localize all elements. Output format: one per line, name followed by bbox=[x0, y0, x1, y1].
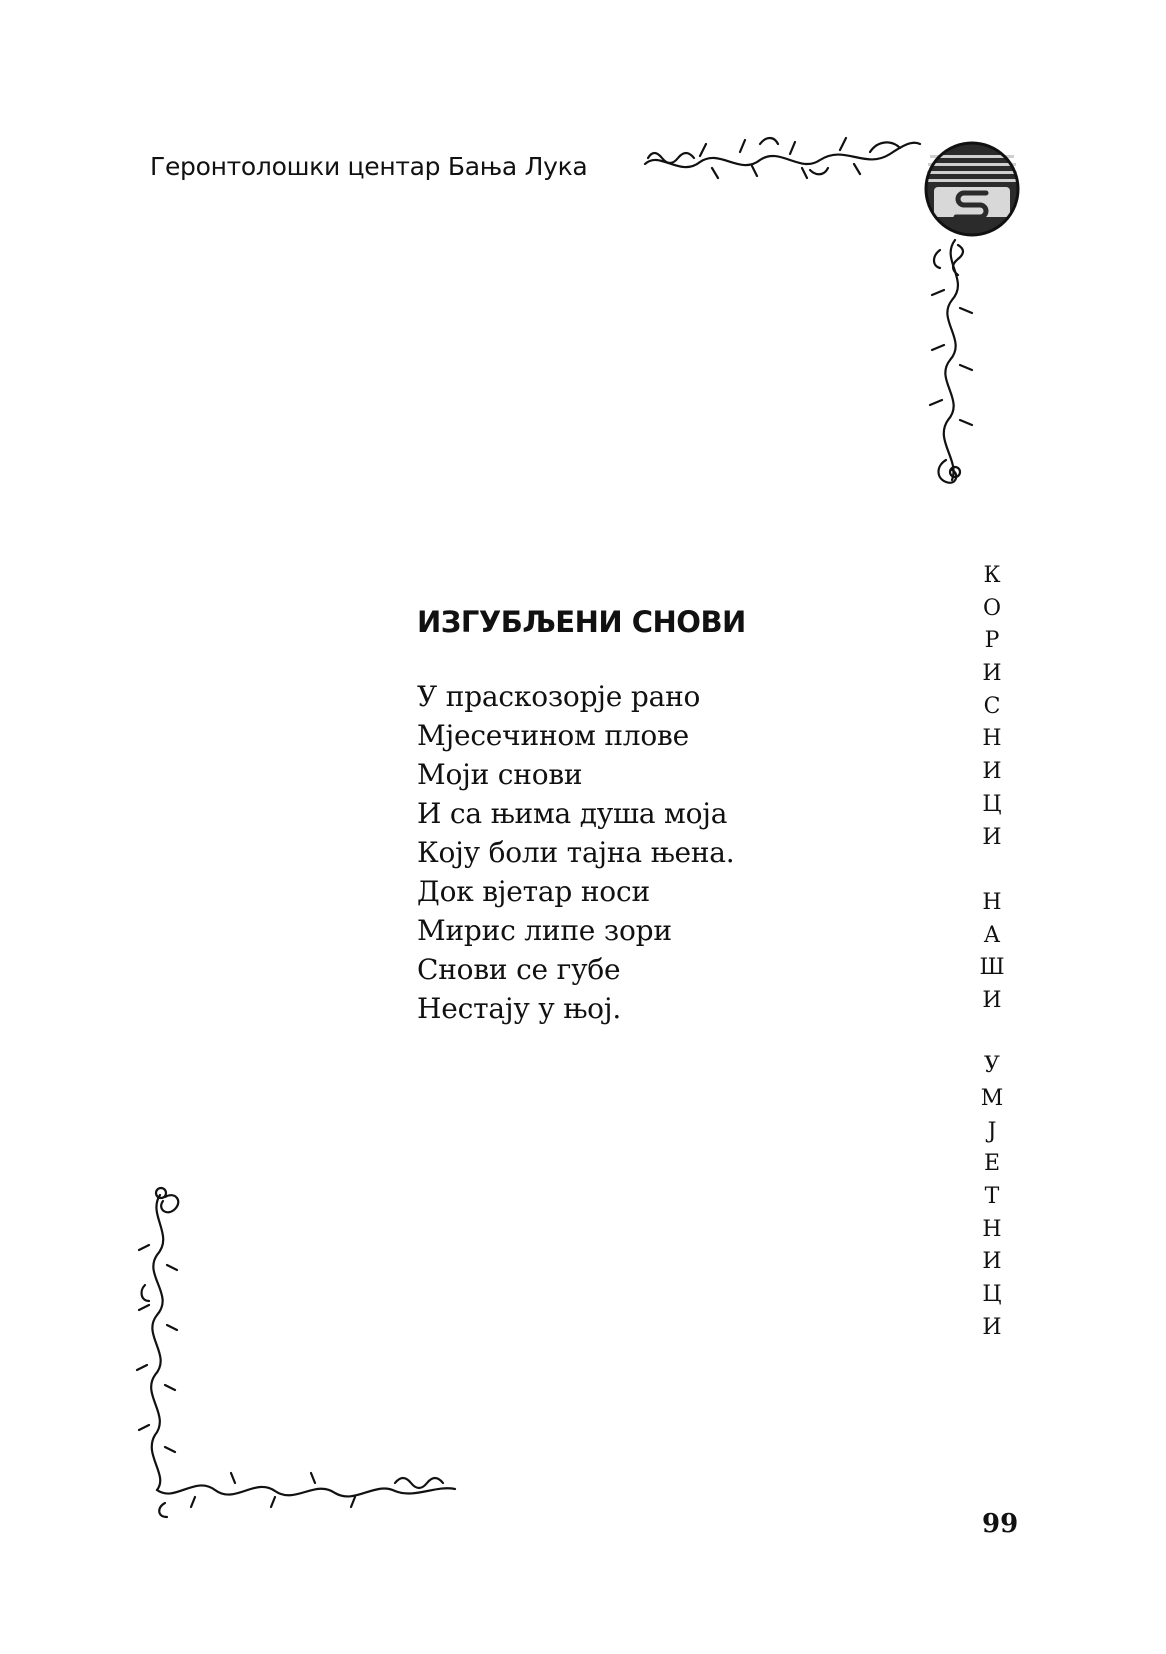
caption-letter: М bbox=[980, 1086, 1004, 1111]
caption-letter: И bbox=[982, 1314, 1002, 1340]
caption-spacer bbox=[972, 854, 1012, 887]
caption-letter: Н bbox=[982, 1216, 1002, 1242]
caption-letter: Н bbox=[982, 726, 1002, 752]
page-number: 99 bbox=[982, 1509, 1019, 1539]
caption-letter: И bbox=[982, 759, 1002, 785]
caption-letter: У bbox=[984, 1053, 1000, 1079]
poem-line: Моји снови bbox=[417, 758, 583, 791]
caption-letter: А bbox=[983, 922, 1001, 948]
poem-title: ИЗГУБЉЕНИ СНОВИ bbox=[417, 605, 746, 639]
poem bbox=[417, 605, 746, 1028]
poem-line: Мирис липе зори bbox=[417, 914, 672, 947]
caption-letter: Е bbox=[983, 1151, 1001, 1177]
caption-letter: Ц bbox=[982, 1282, 1002, 1308]
caption-letter: Ц bbox=[982, 791, 1002, 817]
caption-letter: К bbox=[983, 563, 1001, 588]
running-header: Геронтолошки центар Бања Лука bbox=[150, 152, 588, 181]
poem-line: У праскозорје рано bbox=[417, 680, 701, 713]
caption-letter: С bbox=[983, 693, 1001, 719]
poem-line: Нестају у њој. bbox=[417, 992, 622, 1025]
caption-letter: Ш bbox=[979, 955, 1005, 981]
poem-body bbox=[417, 677, 746, 1028]
caption-letter: И bbox=[982, 987, 1002, 1013]
poem-line: Мјесечином плове bbox=[417, 719, 689, 752]
caption-letter: Ј bbox=[987, 1118, 997, 1144]
poem-line: Снови се губе bbox=[417, 953, 621, 986]
caption-letter: И bbox=[982, 661, 1002, 687]
caption-letter: Р bbox=[984, 628, 1000, 654]
bottom-left-vine-ornament-icon bbox=[135, 1185, 475, 1525]
vertical-section-caption bbox=[972, 560, 1012, 1345]
caption-spacer bbox=[972, 1018, 1012, 1051]
caption-letter: И bbox=[982, 1249, 1002, 1275]
caption-letter: Т bbox=[984, 1184, 1000, 1210]
caption-letter: О bbox=[982, 595, 1002, 621]
caption-letter: Н bbox=[982, 889, 1002, 915]
caption-letter: И bbox=[982, 824, 1002, 850]
poem-line: Коју боли тајна њена. bbox=[417, 836, 735, 869]
poem-line: Док вјетар носи bbox=[417, 875, 650, 908]
circular-logo-icon bbox=[924, 141, 1020, 237]
poem-line: И са њима душа моја bbox=[417, 797, 728, 830]
